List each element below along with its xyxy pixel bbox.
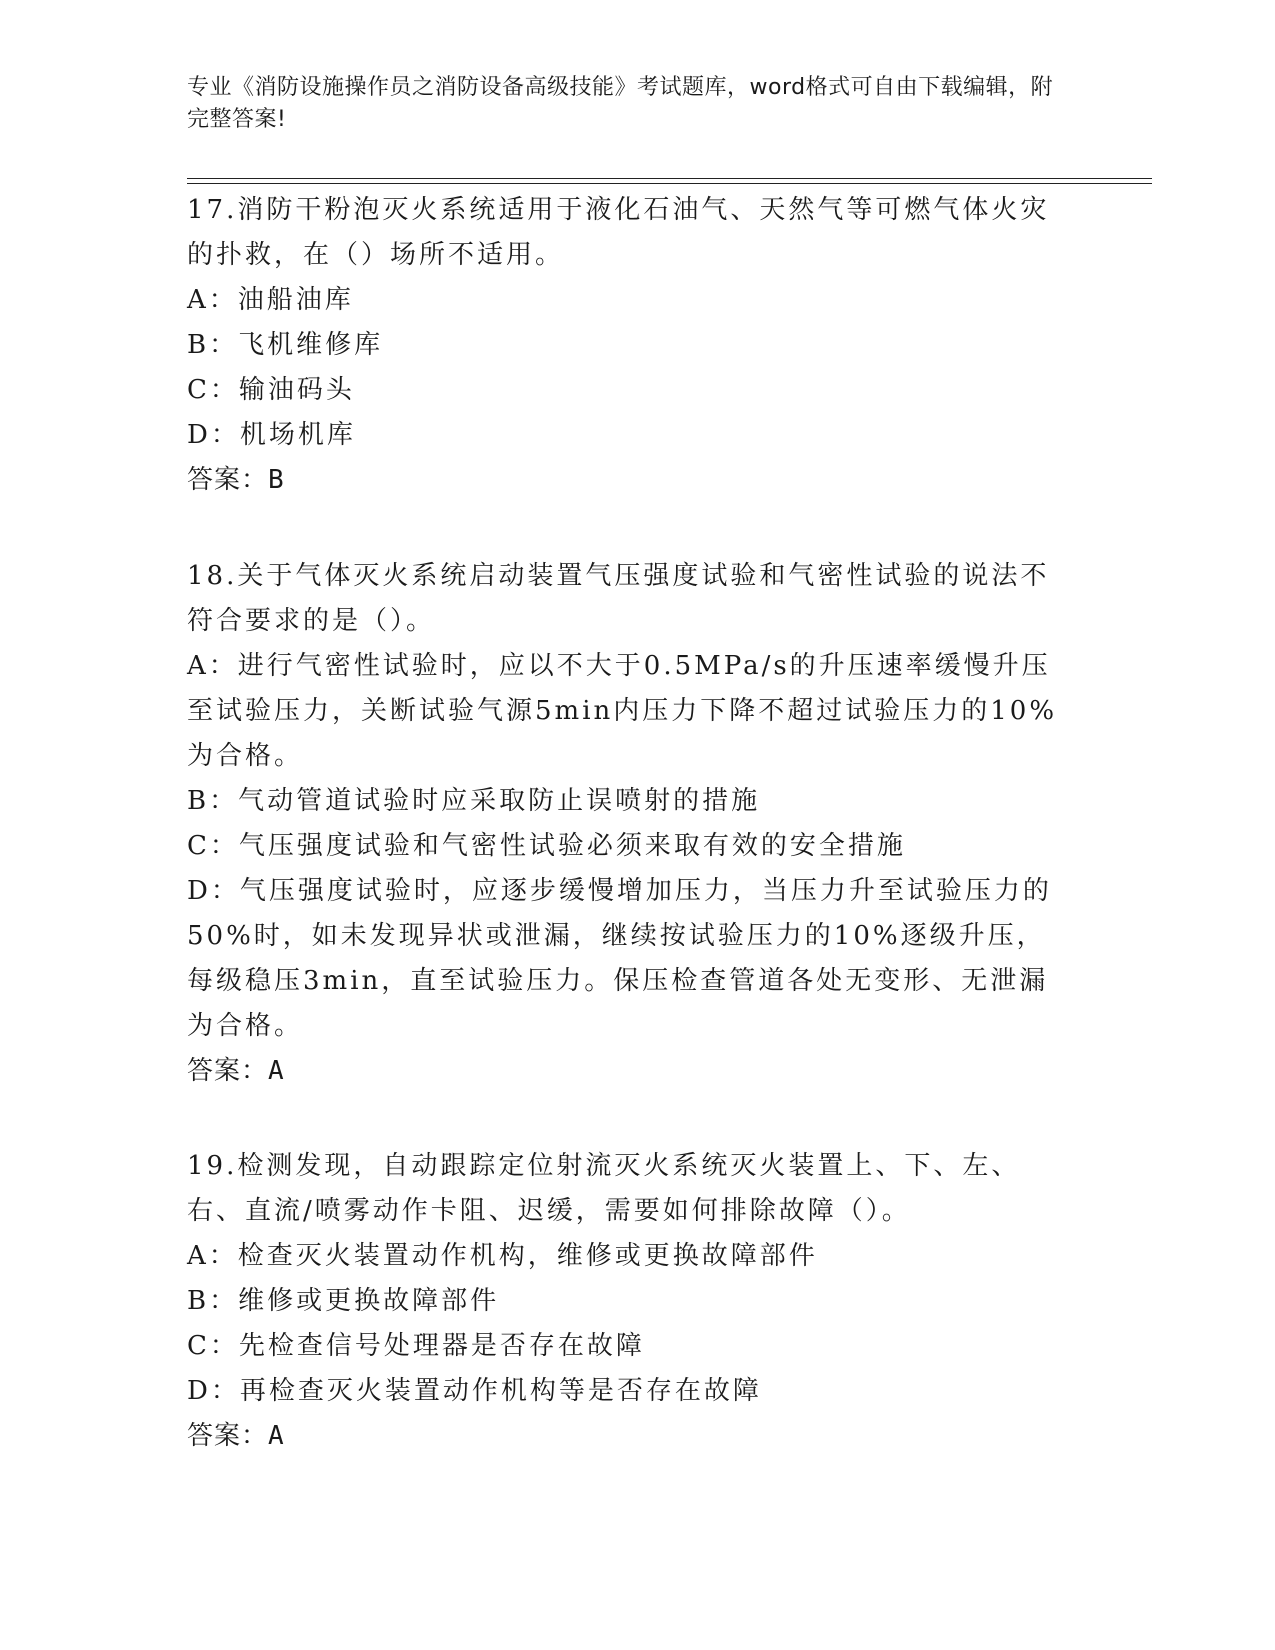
option-b: B：气动管道试验时应采取防止误喷射的措施 (187, 786, 761, 816)
answer-label: 答案： (187, 1056, 269, 1086)
option-b: B：飞机维修库 (187, 330, 384, 360)
answer-label: 答案： (187, 1421, 269, 1451)
option-c: C：输油码头 (187, 375, 355, 405)
option-c: C：先检查信号处理器是否存在故障 (187, 1331, 645, 1361)
question-18 (187, 554, 1067, 1094)
document-header: 专业《消防设施操作员之消防设备高级技能》考试题库，word格式可自由下载编辑，附完整答案! (187, 75, 1054, 132)
option-d: D：机场机库 (187, 420, 356, 450)
option-a: A：进行气密性试验时，应以不大于0.5MPa/s的升压速率缓慢升压至试验压力，关断试验气源5min内压力下降不超过试验压力的10%为合格。 (187, 651, 1058, 771)
option-d: D：气压强度试验时，应逐步缓慢增加压力，当压力升至试验压力的50%时，如未发现异状或泄漏，继续按试验压力的10%逐级升压，每级稳压3min，直至试验压力。保压检查管道各处无变形、无泄漏为合格。 (187, 876, 1052, 1041)
question-17 (187, 188, 1067, 503)
answer-value: A (268, 1421, 285, 1451)
option-d: D：再检查灭火装置动作机构等是否存在故障 (187, 1376, 762, 1406)
header-divider-bottom (187, 183, 1152, 184)
option-b: B：维修或更换故障部件 (187, 1286, 500, 1316)
question-19 (187, 1144, 1067, 1459)
question-stem: 18.关于气体灭火系统启动装置气压强度试验和气密性试验的说法不符合要求的是（）。 (187, 561, 1050, 636)
question-stem: 17.消防干粉泡灭火系统适用于液化石油气、天然气等可燃气体火灾的扑救，在（）场所不适用。 (187, 195, 1050, 270)
answer-value: A (268, 1056, 285, 1086)
option-c: C：气压强度试验和气密性试验必须来取有效的安全措施 (187, 831, 906, 861)
answer-value: B (268, 465, 285, 495)
option-a: A：油船油库 (187, 285, 354, 315)
answer-line (187, 1414, 1067, 1459)
header-divider-top (187, 178, 1152, 179)
answer-label: 答案： (187, 465, 269, 495)
answer-line (187, 1049, 1067, 1094)
option-a: A：检查灭火装置动作机构，维修或更换故障部件 (187, 1241, 818, 1271)
question-stem: 19.检测发现，自动跟踪定位射流灭火系统灭火装置上、下、左、右、直流/喷雾动作卡阻、迟缓，需要如何排除故障（）。 (187, 1151, 1021, 1226)
answer-line (187, 458, 1067, 503)
